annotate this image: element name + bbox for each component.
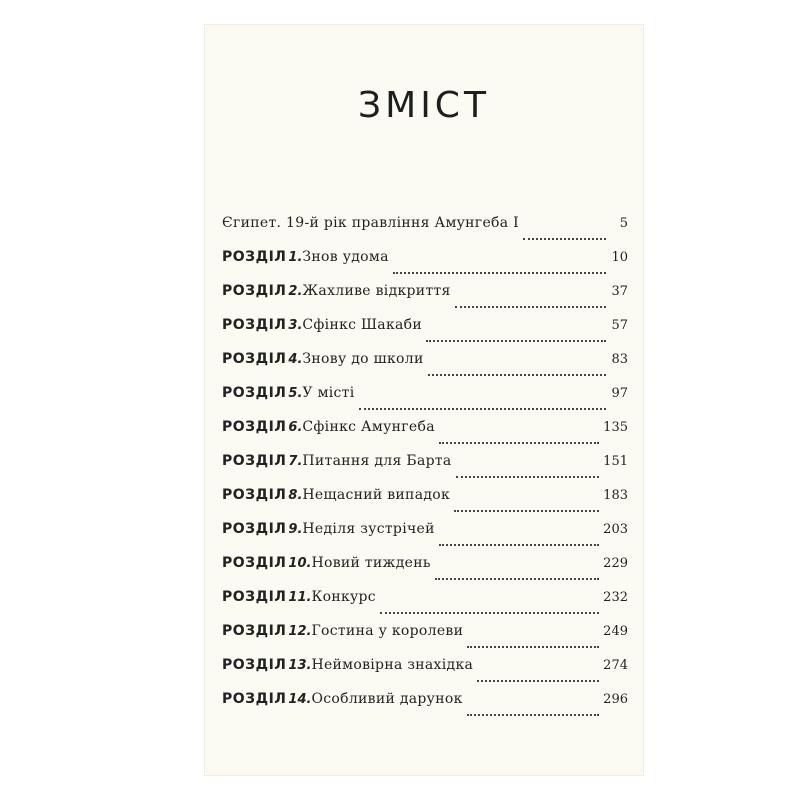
toc-entry-title: Сфінкс Шакаби [302, 317, 423, 333]
toc-entry-page: 183 [603, 488, 628, 503]
dot-leader [359, 408, 606, 410]
toc-entry-page: 151 [603, 454, 628, 469]
toc-entry [222, 283, 628, 317]
dot-leader [435, 578, 599, 580]
toc-entry [222, 249, 628, 283]
chapter-number: 8. [288, 488, 303, 503]
chapter-number: 6. [288, 420, 303, 435]
toc-entry-page: 83 [611, 352, 628, 367]
book-page [205, 25, 643, 775]
dot-leader [393, 272, 606, 274]
toc-entry-title: Гостина у королеви [311, 623, 464, 639]
toc-entry-page: 203 [603, 522, 628, 537]
toc-entry-page: 37 [611, 284, 628, 299]
chapter-label: РОЗДІЛ [222, 623, 287, 639]
chapter-number: 12. [288, 624, 312, 639]
page-title: ЗМІСТ [358, 85, 490, 126]
toc-entry-title: Неділя зустрічей [302, 521, 435, 537]
toc-entry [222, 521, 628, 555]
chapter-number: 5. [288, 386, 303, 401]
toc-entry [222, 453, 628, 487]
toc-entry-title: Єгипет. 19-й рік правління Амунгеба І [222, 215, 519, 231]
toc-entry [222, 657, 628, 691]
chapter-label: РОЗДІЛ [222, 487, 287, 503]
chapter-label: РОЗДІЛ [222, 249, 287, 265]
dot-leader [467, 646, 599, 648]
toc-entry-page: 249 [603, 624, 628, 639]
toc-entry-title: Конкурс [311, 589, 376, 605]
chapter-number: 3. [288, 318, 303, 333]
chapter-number: 1. [288, 250, 303, 265]
toc-entry-page: 97 [611, 386, 628, 401]
dot-leader [439, 442, 599, 444]
chapter-number: 9. [288, 522, 303, 537]
chapter-number: 11. [288, 590, 312, 605]
dot-leader [426, 340, 606, 342]
chapter-label: РОЗДІЛ [222, 453, 287, 469]
toc-entry [222, 487, 628, 521]
chapter-label: РОЗДІЛ [222, 691, 287, 707]
toc-entry-title: Сфінкс Амунгеба [302, 419, 435, 435]
chapter-label: РОЗДІЛ [222, 521, 287, 537]
toc-entry-title: Знов удома [302, 249, 389, 265]
chapter-number: 14. [288, 692, 312, 707]
toc-entry-page: 274 [603, 658, 628, 673]
toc-entry-title: Особливий дарунок [311, 691, 463, 707]
chapter-label: РОЗДІЛ [222, 657, 287, 673]
dot-leader [439, 544, 599, 546]
dot-leader [454, 510, 599, 512]
toc-entry-title: Нещасний випадок [302, 487, 451, 503]
chapter-label: РОЗДІЛ [222, 419, 287, 435]
toc-entry-page: 232 [603, 590, 628, 605]
toc-entry-page: 296 [603, 692, 628, 707]
chapter-label: РОЗДІЛ [222, 555, 287, 571]
toc-entry [222, 623, 628, 657]
toc-entry-page: 229 [603, 556, 628, 571]
toc-entry-title: Питання для Барта [302, 453, 452, 469]
dot-leader [428, 374, 606, 376]
toc-entry-title: Неймовірна знахідка [311, 657, 474, 673]
toc-entry-page: 57 [611, 318, 628, 333]
chapter-number: 13. [288, 658, 312, 673]
toc-entry [222, 317, 628, 351]
table-of-contents [222, 215, 628, 725]
chapter-label: РОЗДІЛ [222, 385, 287, 401]
toc-entry [222, 215, 628, 249]
dot-leader [455, 306, 606, 308]
toc-entry [222, 419, 628, 453]
chapter-label: РОЗДІЛ [222, 317, 287, 333]
dot-leader [523, 238, 606, 240]
toc-entry-page: 5 [619, 216, 628, 231]
toc-entry-title: Знову до школи [302, 351, 424, 367]
toc-entry-page: 135 [603, 420, 628, 435]
chapter-label: РОЗДІЛ [222, 589, 287, 605]
chapter-number: 10. [288, 556, 312, 571]
chapter-number: 2. [288, 284, 303, 299]
dot-leader [380, 612, 599, 614]
toc-entry-title: Жахливе відкриття [302, 283, 451, 299]
toc-entry [222, 385, 628, 419]
toc-entry [222, 555, 628, 589]
toc-entry-title: Новий тиждень [311, 555, 431, 571]
toc-entry-title: У місті [302, 385, 355, 401]
toc-entry-page: 10 [611, 250, 628, 265]
chapter-number: 7. [288, 454, 303, 469]
dot-leader [456, 476, 600, 478]
toc-entry [222, 691, 628, 725]
dot-leader [467, 714, 600, 716]
chapter-label: РОЗДІЛ [222, 283, 287, 299]
chapter-number: 4. [288, 352, 303, 367]
toc-entry [222, 351, 628, 385]
chapter-label: РОЗДІЛ [222, 351, 287, 367]
toc-entry [222, 589, 628, 623]
dot-leader [477, 680, 599, 682]
